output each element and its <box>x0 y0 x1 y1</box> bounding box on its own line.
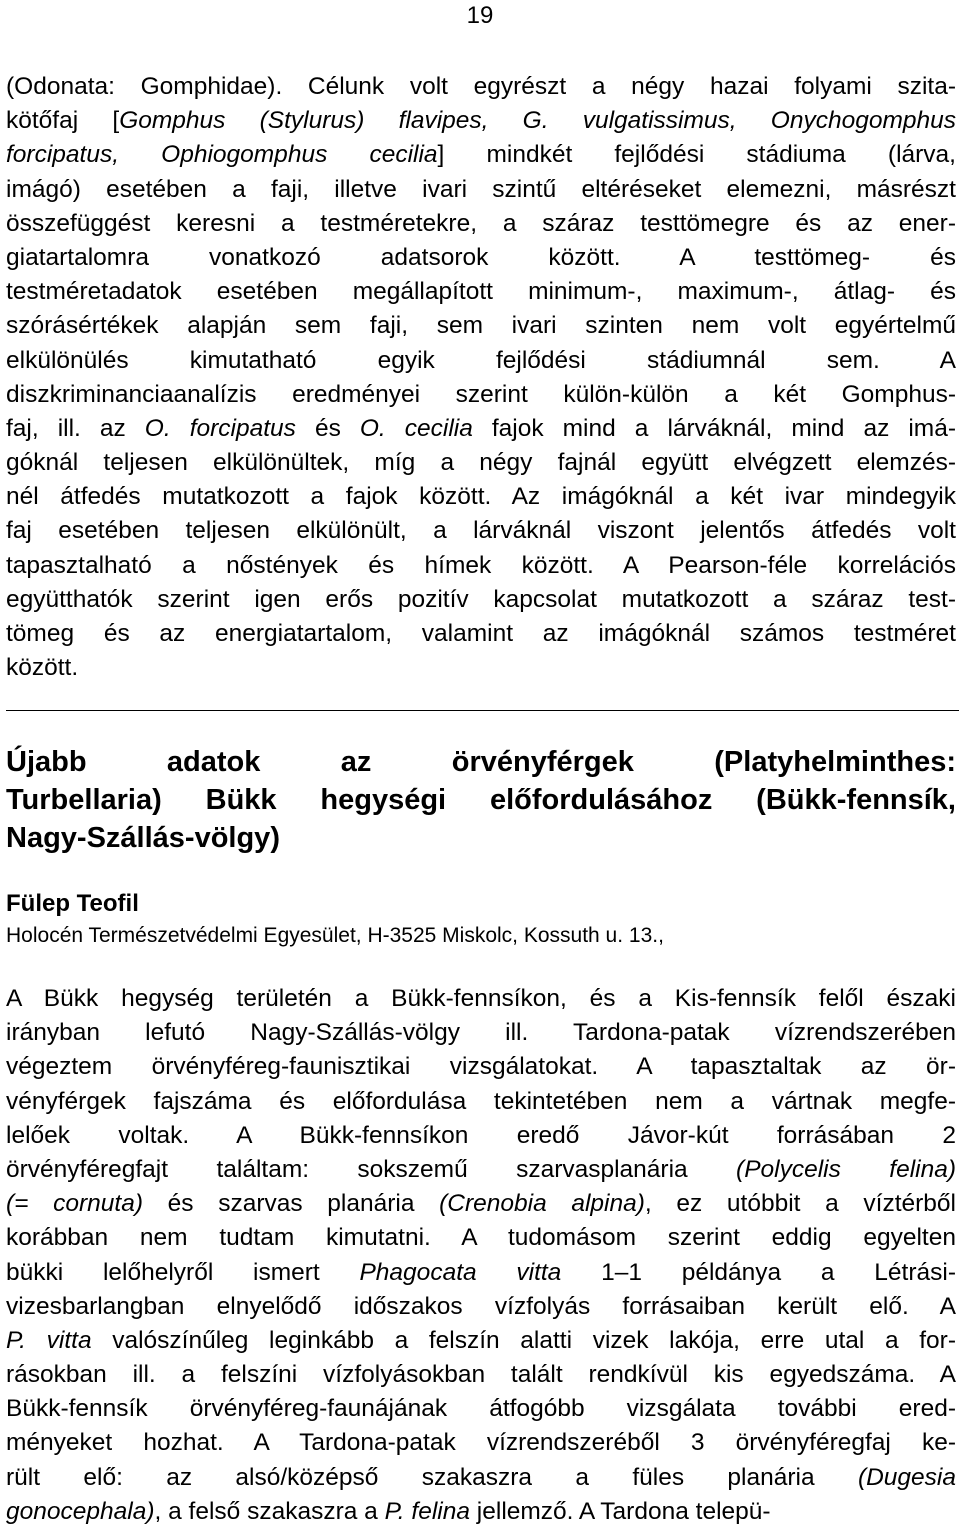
text-run: rásokban ill. a felszíni vízfolyásokban talált rendkívül kis egyedszáma. A <box>6 1361 956 1389</box>
text-run: bükki lelőhelyről ismert <box>6 1258 360 1286</box>
intro-paragraph-line <box>6 70 956 104</box>
text-run: imágó) esetében a faji, illetve ivari szintű eltéréseket elemezni, másrészt <box>6 175 956 203</box>
text-run: , ez utóbbit a víztérből <box>644 1190 957 1218</box>
body-paragraph-line <box>6 1461 956 1495</box>
text-run: 1–1 példánya a Létrási- <box>561 1258 956 1286</box>
text-run: korábban nem tudtam kimutatni. A tudomásom szerint eddig egyelten <box>6 1224 956 1252</box>
body-paragraph-line <box>6 1358 956 1392</box>
text-run: lelőek voltak. A Bükk-fennsíkon eredő Jávor-kút forrásában 2 <box>6 1121 956 1149</box>
body-paragraph-line <box>6 1050 956 1084</box>
body-paragraph-line <box>6 1187 956 1221</box>
intro-paragraph-line <box>6 583 956 617</box>
text-run: testméretadatok esetében megállapított minimum-, maximum-, átlag- és <box>6 278 956 306</box>
page-number: 19 <box>466 2 494 29</box>
text-run: rült elő: az alsó/középső szakaszra a füles planária <box>6 1463 858 1491</box>
intro-paragraph <box>6 70 956 685</box>
body-paragraph-line <box>6 1290 956 1324</box>
text-run: vizesbarlangban elnyelődő időszakos vízfolyás forrásaiban került elő. A <box>6 1292 956 1320</box>
text-run: irányban lefutó Nagy-Szállás-völgy ill. Tardona-patak vízrendszerében <box>6 1019 956 1047</box>
text-run: kötőfaj [ <box>6 107 120 135</box>
text-run: (Odonata: Gomphidae). Célunk volt egyrészt a négy hazai folyami szita- <box>6 73 956 100</box>
text-run: tömeg és az energiatartalom, valamint az imágóknál számos testméret <box>6 620 956 647</box>
body-paragraph-line <box>6 1495 956 1529</box>
body-paragraph-line <box>6 1119 956 1153</box>
intro-paragraph-line <box>6 549 956 583</box>
text-run: örvényféregfajt találtam: sokszemű szarvasplanária <box>6 1155 737 1183</box>
text-run: vényférgek fajszáma és előfordulása tekintetében nem a vártnak megfe- <box>6 1087 956 1115</box>
text-run: elkülönülés kimutatható egyik fejlődési stádiumnál sem. A <box>6 346 956 374</box>
text-run: ] mindkét fejlődési stádiuma (lárva, <box>437 141 956 169</box>
article-title-line: Turbellaria) Bükk hegységi előfordulásához (Bükk-fennsík, <box>6 784 956 816</box>
intro-paragraph-line <box>6 138 956 172</box>
body-paragraph <box>6 982 956 1529</box>
italic-text: gonocephala) <box>6 1497 155 1525</box>
body-paragraph-line <box>6 1221 956 1255</box>
text-run: ményeket hozhat. A Tardona-patak vízrendszeréből 3 örvényféregfaj ke- <box>6 1429 956 1457</box>
intro-paragraph-line <box>6 378 956 412</box>
section-divider <box>6 710 959 711</box>
body-paragraph-line <box>6 1085 956 1119</box>
italic-text: P. vitta <box>6 1326 92 1354</box>
article-title-line: Nagy-Szállás-völgy) <box>6 822 280 854</box>
text-run: faj esetében teljesen elkülönült, a lárváknál viszont jelentős átfedés volt <box>6 517 956 545</box>
intro-paragraph-line <box>6 173 956 207</box>
text-run: valószínűleg leginkább a felszín alatti vizek lakója, erre utal a for- <box>91 1326 956 1354</box>
article-title-line: Újabb adatok az örvényférgek (Platyhelminthes: <box>6 746 956 778</box>
italic-text: forcipatus, Ophiogomphus cecilia <box>6 141 438 169</box>
italic-text: (= cornuta) <box>6 1190 144 1218</box>
text-run: között. <box>6 654 79 682</box>
intro-paragraph-line <box>6 617 956 651</box>
italic-text: (Polycelis felina) <box>736 1155 956 1183</box>
italic-text: O. forcipatus <box>144 414 296 442</box>
intro-paragraph-line <box>6 241 956 275</box>
body-paragraph-line <box>6 1426 956 1460</box>
body-paragraph-line <box>6 1324 956 1358</box>
intro-paragraph-line <box>6 309 956 343</box>
body-paragraph-line <box>6 1392 956 1426</box>
italic-text: (Dugesia <box>857 1463 956 1491</box>
text-run: faj, ill. az <box>6 414 145 442</box>
intro-paragraph-line <box>6 412 956 446</box>
body-paragraph-line <box>6 1153 956 1187</box>
text-run: , a felső szakaszra a <box>154 1497 385 1525</box>
text-run: giatartalomra vonatkozó adatsorok között. A testtömeg- és <box>6 243 956 271</box>
text-run: együtthatók szerint igen erős pozitív kapcsolat mutatkozott a száraz test- <box>6 585 956 613</box>
intro-paragraph-line <box>6 207 956 241</box>
article-title <box>6 743 956 857</box>
italic-text: O. cecilia <box>359 414 473 442</box>
text-run: Bükk-fennsík örvényféreg-faunájának átfogóbb vizsgálata további ered- <box>6 1395 956 1423</box>
intro-paragraph-line <box>6 446 956 480</box>
text-run: fajok mind a lárváknál, mind az imá- <box>472 414 956 442</box>
text-run: nél átfedés mutatkozott a fajok között. Az imágóknál a két ivar mindegyik <box>6 483 956 511</box>
text-run: tapasztalható a nőstények és hímek között. A Pearson-féle korrelációs <box>6 551 956 579</box>
text-run: diszkriminanciaanalízis eredményei szerint külön-külön a két Gomphus- <box>6 380 956 408</box>
text-run: végeztem örvényféreg-faunisztikai vizsgálatokat. A tapasztaltak az ör- <box>6 1053 956 1081</box>
text-run: góknál teljesen elkülönültek, míg a négy fajnál együtt elvégzett elemzés- <box>6 449 956 477</box>
text-run: jellemző. A Tardona telepü- <box>470 1497 771 1525</box>
text-run: és <box>295 414 360 442</box>
author-name: Fülep Teofil <box>6 890 139 917</box>
text-run: szórásértékek alapján sem faji, sem ivari szinten nem volt egyértelmű <box>6 312 956 340</box>
intro-paragraph-line <box>6 344 956 378</box>
italic-text: (Crenobia alpina) <box>439 1190 645 1218</box>
intro-paragraph-line <box>6 514 956 548</box>
italic-text: P. felina <box>384 1497 470 1525</box>
text-run: összefüggést keresni a testméretekre, a száraz testtömegre és az ener- <box>6 209 956 237</box>
body-paragraph-line <box>6 1256 956 1290</box>
italic-text: Gomphus (Stylurus) flavipes, G. vulgatissimus, Onychogomphus <box>119 107 956 135</box>
italic-text: Phagocata vitta <box>359 1258 562 1286</box>
body-paragraph-line <box>6 982 956 1016</box>
intro-paragraph-line <box>6 480 956 514</box>
intro-paragraph-line <box>6 275 956 309</box>
intro-paragraph-line <box>6 651 956 685</box>
body-paragraph-line <box>6 1016 956 1050</box>
author-affiliation: Holocén Természetvédelmi Egyesület, H-3525 Miskolc, Kossuth u. 13., <box>6 924 664 947</box>
text-run: A Bükk hegység területén a Bükk-fennsíkon, és a Kis-fennsík felől északi <box>6 985 956 1012</box>
text-run: és szarvas planária <box>143 1190 440 1218</box>
intro-paragraph-line <box>6 104 956 138</box>
